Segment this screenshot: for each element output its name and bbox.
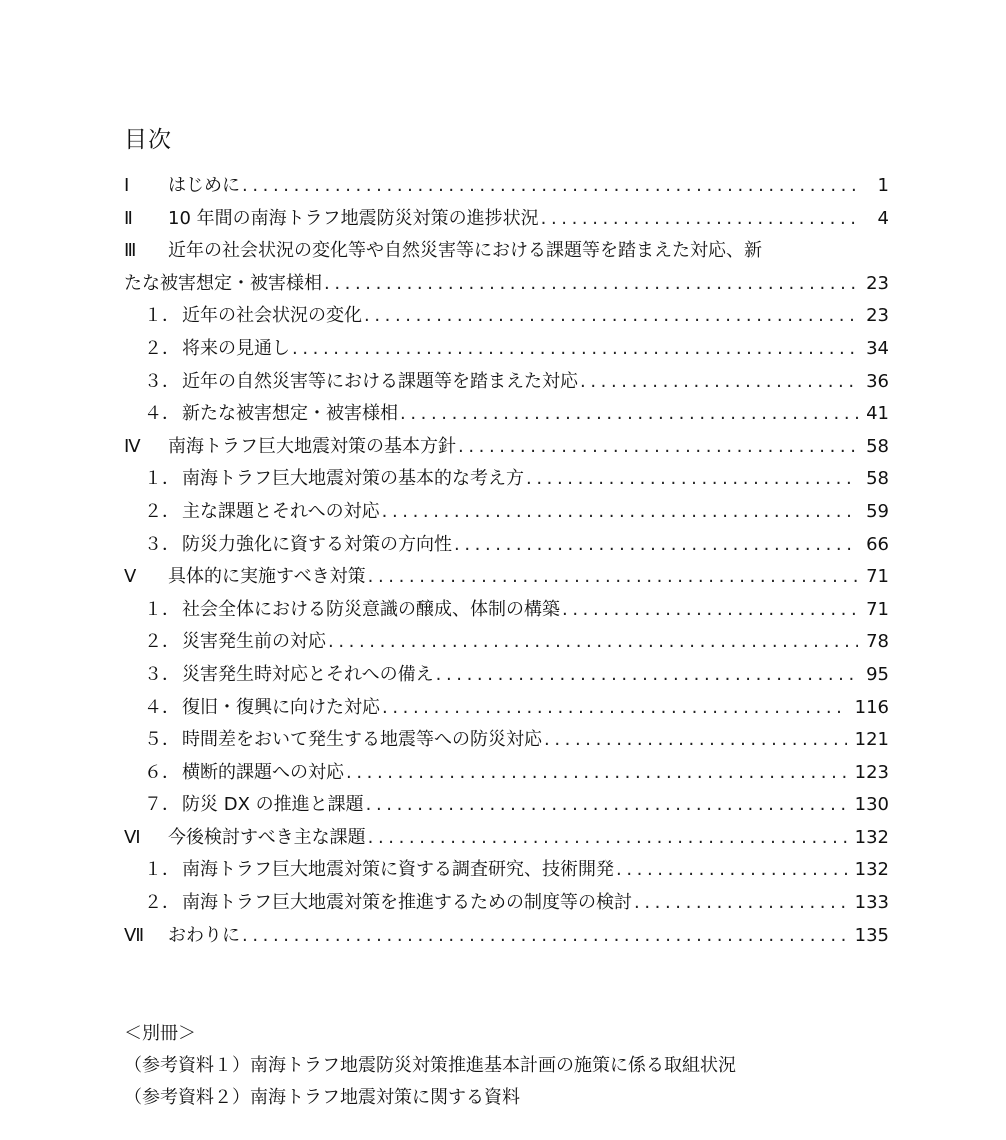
appendix-heading: ＜別冊＞ xyxy=(124,1023,196,1044)
toc-entry-title: 10 年間の南海トラフ地震防災対策の進捗状況 xyxy=(168,207,539,229)
toc-entry-title: 南海トラフ巨大地震対策に資する調査研究、技術開発 xyxy=(182,859,614,881)
toc-entry-title: 横断的課題への対応 xyxy=(182,761,344,783)
toc-leader-dots xyxy=(242,170,859,203)
toc-entry-title: 南海トラフ巨大地震対策の基本方針 xyxy=(168,435,456,457)
toc-entry xyxy=(124,822,889,855)
toc-leader-dots xyxy=(580,366,858,399)
toc-entry-page: 135 xyxy=(854,924,889,946)
toc-entry-number: ３． xyxy=(144,663,180,685)
toc-entry xyxy=(124,366,889,399)
toc-entry-number: ５． xyxy=(144,729,180,751)
toc-entry-title: 防災 DX の推進と課題 xyxy=(182,794,364,816)
toc-entry xyxy=(124,659,889,692)
toc-entry-number: Ⅶ xyxy=(124,924,145,946)
toc-entry xyxy=(124,594,889,627)
toc-entry-page: 4 xyxy=(877,207,889,229)
toc-entry-title: 主な課題とそれへの対応 xyxy=(182,500,380,522)
toc-entry xyxy=(124,757,889,790)
toc-leader-dots xyxy=(292,333,858,366)
toc-entry-number: Ⅱ xyxy=(124,207,133,229)
toc-leader-dots xyxy=(324,268,858,301)
toc-entry-title: 南海トラフ巨大地震対策の基本的な考え方 xyxy=(182,468,524,490)
toc-entry-page: 58 xyxy=(866,468,889,490)
toc-entry-title: 災害発生前の対応 xyxy=(182,631,326,653)
toc-leader-dots xyxy=(364,300,858,333)
toc-entry-number: ４． xyxy=(144,696,180,718)
toc-entry-page: 78 xyxy=(866,631,889,653)
toc-entry-number: １． xyxy=(144,598,180,620)
toc-leader-dots xyxy=(382,692,847,725)
toc-entry-title: 将来の見通し xyxy=(182,337,290,359)
toc-entry-page: 66 xyxy=(866,533,889,555)
toc-entry-number: １． xyxy=(144,468,180,490)
toc-entry-title: 新たな被害想定・被害様相 xyxy=(182,403,398,425)
toc-leader-dots xyxy=(368,822,847,855)
toc-entry-title: 南海トラフ巨大地震対策を推進するための制度等の検討 xyxy=(182,892,632,914)
toc-leader-dots xyxy=(366,789,847,822)
toc-entry xyxy=(124,920,889,953)
toc-entry-number: Ⅰ xyxy=(124,175,130,196)
toc-entry xyxy=(124,692,889,725)
toc-entry-title: 近年の自然災害等における課題等を踏まえた対応 xyxy=(182,370,578,392)
toc-entry-number: ２． xyxy=(144,892,180,914)
toc-entry-number: Ⅴ xyxy=(124,566,137,588)
toc-entry-continuation xyxy=(124,268,889,301)
toc-leader-dots xyxy=(328,626,858,659)
toc-entry-title: 今後検討すべき主な課題 xyxy=(168,826,366,848)
toc-entry-page: 58 xyxy=(866,435,889,457)
toc-entry-page: 41 xyxy=(866,403,889,425)
toc-entry-number: ６． xyxy=(144,761,180,783)
toc-leader-dots xyxy=(544,724,847,757)
toc-entry-page: 133 xyxy=(854,892,889,914)
appendix-item: （参考資料２）南海トラフ地震対策に関する資料 xyxy=(124,1087,520,1108)
toc-leader-dots xyxy=(242,920,847,953)
appendix-section xyxy=(124,1018,736,1114)
toc-leader-dots xyxy=(616,854,847,887)
toc-leader-dots xyxy=(634,887,847,920)
toc-entry-page: 123 xyxy=(854,761,889,783)
toc-entry xyxy=(124,333,889,366)
toc-leader-dots xyxy=(526,463,858,496)
toc-entry-title: 近年の社会状況の変化 xyxy=(182,305,362,327)
toc-entry-title: おわりに xyxy=(168,924,240,946)
toc-entry-page: 71 xyxy=(866,598,889,620)
toc-entry-title: 社会全体における防災意識の醸成、体制の構築 xyxy=(182,598,560,620)
toc-entry-number: ２． xyxy=(144,337,180,359)
toc-entry-number: ４． xyxy=(144,403,180,425)
toc-entry-title: 防災力強化に資する対策の方向性 xyxy=(182,533,452,555)
toc-entry xyxy=(124,398,889,431)
toc-entry-page: 59 xyxy=(866,500,889,522)
toc-leader-dots xyxy=(454,529,858,562)
toc-entry-title-continued: たな被害想定・被害様相 xyxy=(124,272,322,294)
toc-leader-dots xyxy=(400,398,858,431)
page-title: 目次 xyxy=(124,127,172,153)
toc-entry-title: 近年の社会状況の変化等や自然災害等における課題等を踏まえた対応、新 xyxy=(168,240,762,262)
toc-entry-number: ２． xyxy=(144,500,180,522)
toc-entry xyxy=(124,203,889,236)
toc-entry-page: 36 xyxy=(866,370,889,392)
toc-entry-page: 23 xyxy=(866,272,889,294)
toc-entry-number: ３． xyxy=(144,533,180,555)
appendix-item: （参考資料１）南海トラフ地震防災対策推進基本計画の施策に係る取組状況 xyxy=(124,1055,736,1076)
toc-entry-number: Ⅲ xyxy=(124,240,137,262)
toc-entry-page: 121 xyxy=(854,729,889,751)
toc-leader-dots xyxy=(346,757,847,790)
toc-entry-page: 71 xyxy=(866,566,889,588)
toc-entry-page: 132 xyxy=(854,859,889,881)
toc-entry-page: 132 xyxy=(854,826,889,848)
toc-leader-dots xyxy=(368,561,858,594)
toc-entry-page: 95 xyxy=(866,663,889,685)
toc-entry-number: １． xyxy=(144,859,180,881)
toc-entry-number: Ⅳ xyxy=(124,435,141,457)
toc-entry-number: １． xyxy=(144,305,180,327)
toc-entry xyxy=(124,789,889,822)
table-of-contents xyxy=(124,170,889,952)
toc-entry xyxy=(124,170,889,203)
toc-entry-number: ２． xyxy=(144,631,180,653)
toc-entry xyxy=(124,887,889,920)
toc-entry xyxy=(124,529,889,562)
toc-entry-title: 災害発生時対応とそれへの備え xyxy=(182,663,434,685)
toc-entry-title: はじめに xyxy=(168,175,240,196)
toc-entry-number: ７． xyxy=(144,794,180,816)
toc-entry-number: Ⅵ xyxy=(124,826,141,848)
toc-entry-title: 具体的に実施すべき対策 xyxy=(168,566,366,588)
toc-entry-title: 時間差をおいて発生する地震等への防災対応 xyxy=(182,729,542,751)
toc-leader-dots xyxy=(458,431,858,464)
toc-entry-page: 23 xyxy=(866,305,889,327)
toc-entry-number: ３． xyxy=(144,370,180,392)
toc-entry-page: 116 xyxy=(854,696,889,718)
toc-entry xyxy=(124,300,889,333)
toc-entry xyxy=(124,235,889,268)
toc-entry xyxy=(124,854,889,887)
toc-entry xyxy=(124,561,889,594)
toc-leader-dots xyxy=(562,594,858,627)
toc-entry-page: 1 xyxy=(877,175,889,196)
toc-leader-dots xyxy=(382,496,858,529)
toc-entry xyxy=(124,724,889,757)
toc-entry xyxy=(124,463,889,496)
toc-leader-dots xyxy=(436,659,858,692)
toc-entry-page: 130 xyxy=(854,794,889,816)
toc-leader-dots xyxy=(541,203,859,236)
toc-entry xyxy=(124,496,889,529)
toc-entry-title: 復旧・復興に向けた対応 xyxy=(182,696,380,718)
toc-entry-page: 34 xyxy=(866,337,889,359)
toc-entry xyxy=(124,431,889,464)
toc-entry xyxy=(124,626,889,659)
